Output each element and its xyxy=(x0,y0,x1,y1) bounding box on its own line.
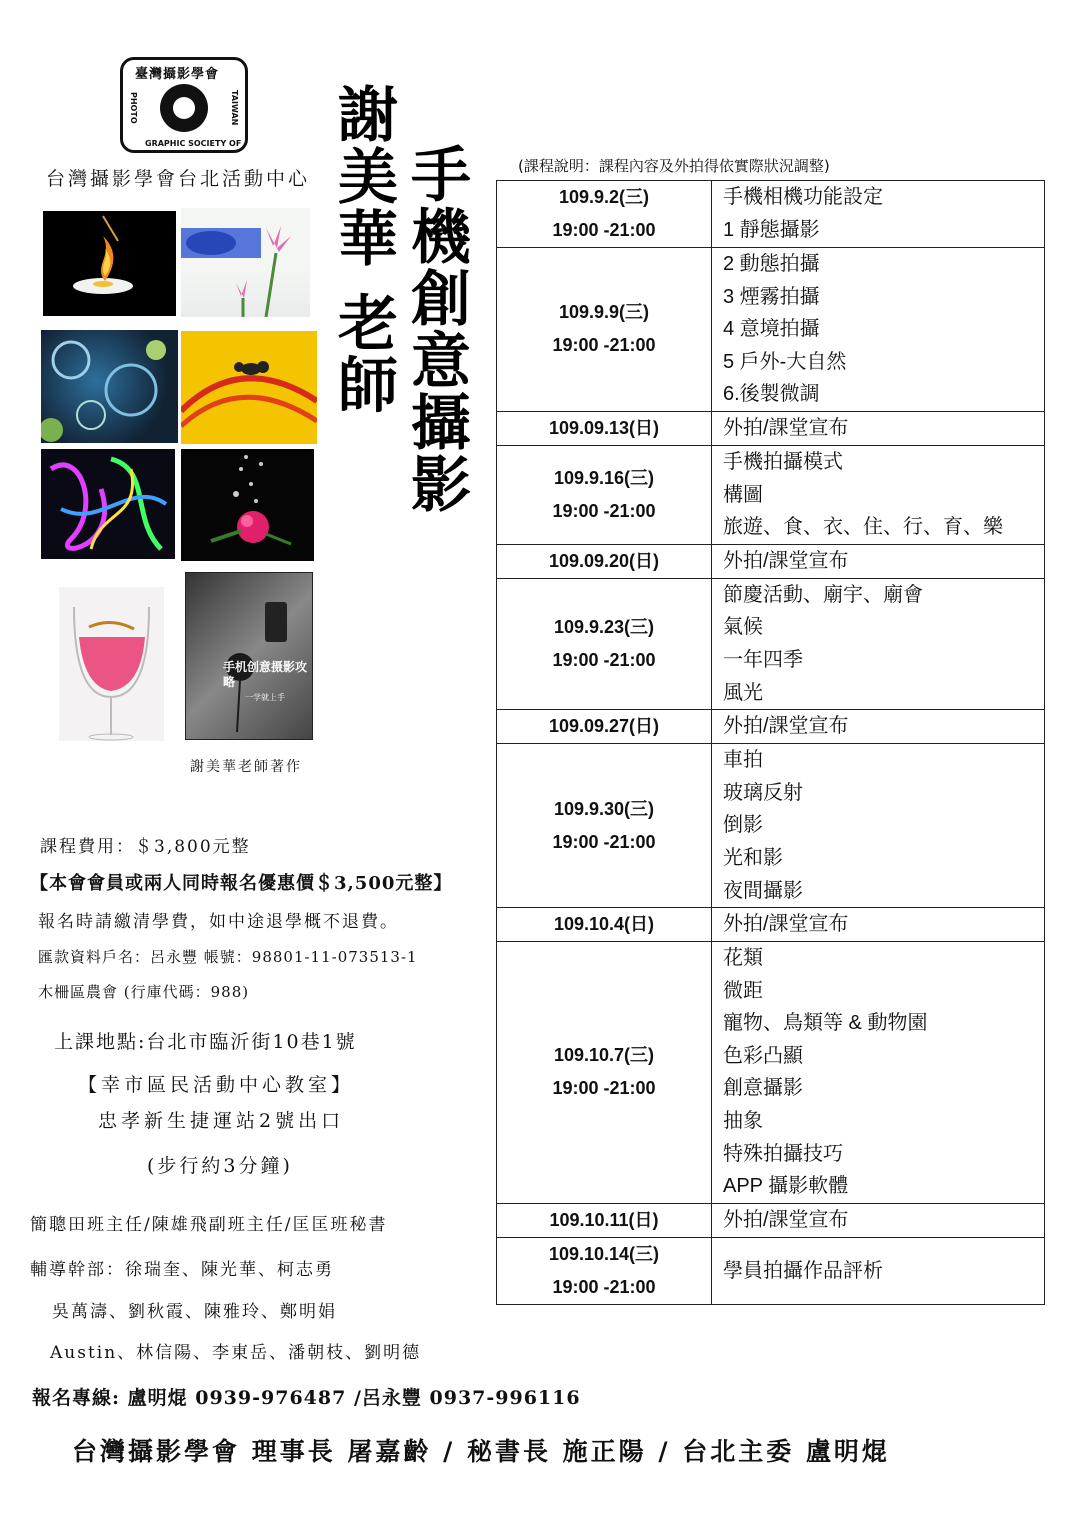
bank-account: 匯款資料戶名：呂永豐 帳號：98801-11-073513-1 xyxy=(38,948,418,966)
course-note: (課程說明：課程內容及外拍得依實際狀況調整) xyxy=(518,157,830,175)
schedule-date-cell xyxy=(497,1203,712,1237)
photo-light-painting xyxy=(41,449,175,559)
photo-flame-plate xyxy=(43,211,176,316)
schedule-table xyxy=(496,180,1045,1305)
schedule-topic: 光和影 xyxy=(723,846,783,869)
org-center-name: 台灣攝影學會台北活動中心 xyxy=(46,168,311,190)
schedule-time: 19:00 -21:00 xyxy=(552,500,656,521)
schedule-time: 19:00 -21:00 xyxy=(552,831,656,852)
logo-text-top: 臺灣攝影學會 xyxy=(135,67,220,82)
refund-policy: 報名時請繳清學費，如中途退學概不退費。 xyxy=(38,912,399,932)
schedule-topics-cell xyxy=(712,908,1045,942)
photo-flower-bubbles xyxy=(181,449,314,561)
bank-name: 木柵區農會 (行庫代碼：988) xyxy=(38,983,250,1001)
registration-hotline: 報名專線: 盧明焜 0939-976487 /呂永豐 0937-996116 xyxy=(32,1387,581,1409)
schedule-row xyxy=(497,248,1045,412)
schedule-topic: APP 攝影軟體 xyxy=(723,1175,849,1198)
schedule-date-cell xyxy=(497,248,712,412)
schedule-topic: 抽象 xyxy=(723,1110,763,1133)
schedule-date-cell xyxy=(497,908,712,942)
schedule-topic: 夜間攝影 xyxy=(723,879,803,902)
author-note: 謝美華老師著作 xyxy=(190,759,302,775)
schedule-topic: 外拍/課堂宣布 xyxy=(723,549,849,572)
schedule-topics-cell xyxy=(712,942,1045,1204)
schedule-row xyxy=(497,578,1045,709)
schedule-row xyxy=(497,942,1045,1204)
schedule-topics-cell xyxy=(712,411,1045,445)
advisors-line-3: Austin、林信陽、李東岳、潘朝枝、劉明德 xyxy=(50,1343,422,1363)
schedule-topic: 外拍/課堂宣布 xyxy=(723,913,849,936)
discount-note: 【本會會員或兩人同時報名優惠價＄3,500元整】 xyxy=(30,873,453,894)
course-fee: 課程費用：＄3,800元整 xyxy=(40,837,251,857)
schedule-topic: 旅遊、食、衣、住、行、育、樂 xyxy=(723,516,1003,539)
schedule-date: 109.9.9(三) xyxy=(558,302,650,323)
schedule-topic: 風光 xyxy=(723,681,763,704)
schedule-date: 109.9.30(三) xyxy=(553,798,655,819)
schedule-row xyxy=(497,181,1045,248)
schedule-topic: 色彩凸顯 xyxy=(723,1044,803,1067)
schedule-topic: 學員拍攝作品評析 xyxy=(723,1259,883,1282)
schedule-topic: 6.後製微調 xyxy=(723,383,820,406)
mrt-station: 忠孝新生捷運站2號出口 xyxy=(98,1110,345,1132)
schedule-topic: 倒影 xyxy=(723,814,763,837)
logo-text-bottom: GRAPHIC SOCIETY OF xyxy=(145,139,242,148)
schedule-time: 19:00 -21:00 xyxy=(552,1276,656,1297)
footer-officers: 台灣攝影學會 理事長 屠嘉齡 / 秘書長 施正陽 / 台北主委 盧明焜 xyxy=(72,1437,890,1466)
schedule-date: 109.10.14(三) xyxy=(548,1243,660,1264)
schedule-topic: 4 意境拍攝 xyxy=(723,318,820,341)
schedule-topic: 寵物、鳥類等 & 動物園 xyxy=(723,1012,928,1035)
advisors-line-2: 吳萬濤、劉秋霞、陳雅玲、鄭明娟 xyxy=(52,1302,337,1322)
schedule-topics-cell xyxy=(712,578,1045,709)
schedule-date-cell xyxy=(497,744,712,908)
schedule-date: 109.10.11(日) xyxy=(549,1209,659,1230)
schedule-date-cell xyxy=(497,544,712,578)
schedule-row xyxy=(497,1237,1045,1304)
walk-time: (步行約3分鐘) xyxy=(147,1155,293,1177)
schedule-topic: 微距 xyxy=(723,979,763,1002)
schedule-topic: 創意攝影 xyxy=(723,1077,803,1100)
schedule-row xyxy=(497,1203,1045,1237)
schedule-topics-cell xyxy=(712,744,1045,908)
schedule-topics-cell xyxy=(712,710,1045,744)
schedule-topic: 2 動態拍攝 xyxy=(723,253,820,275)
schedule-topic: 節慶活動、廟宇、廟會 xyxy=(723,583,923,606)
schedule-topics-cell xyxy=(712,248,1045,412)
schedule-date: 109.09.27(日) xyxy=(548,716,660,737)
schedule-row xyxy=(497,411,1045,445)
schedule-topic: 手機相機功能設定 xyxy=(723,186,883,209)
class-staff: 簡聰田班主任/陳雄飛副班主任/匡匡班秘書 xyxy=(30,1215,388,1235)
photo-book-cover xyxy=(185,572,313,740)
schedule-topic: 氣候 xyxy=(723,616,763,639)
schedule-row xyxy=(497,544,1045,578)
schedule-time: 19:00 -21:00 xyxy=(552,649,656,670)
schedule-date-cell xyxy=(497,445,712,544)
schedule-topics-cell xyxy=(712,181,1045,248)
schedule-date-cell xyxy=(497,411,712,445)
schedule-date-cell xyxy=(497,942,712,1204)
schedule-row xyxy=(497,908,1045,942)
schedule-date-cell xyxy=(497,181,712,248)
schedule-topic: 5 戶外-大自然 xyxy=(723,350,847,373)
schedule-topic: 車拍 xyxy=(723,749,763,772)
photo-abstract-bubbles xyxy=(41,330,178,443)
schedule-topic: 1 靜態攝影 xyxy=(723,219,820,241)
schedule-topics-cell xyxy=(712,1203,1045,1237)
logo-text-left: PHOTO xyxy=(129,92,138,124)
logo-emblem-icon xyxy=(160,84,208,132)
logo-text-right: TAIWAN xyxy=(230,90,239,126)
photo-water-lily xyxy=(181,208,310,317)
schedule-date: 109.09.20(日) xyxy=(548,550,660,571)
schedule-topic: 手機拍攝模式 xyxy=(723,450,843,473)
schedule-topic: 外拍/課堂宣布 xyxy=(723,1209,849,1232)
schedule-date: 109.10.7(三) xyxy=(553,1045,655,1066)
schedule-topic: 外拍/課堂宣布 xyxy=(723,417,849,440)
schedule-topic: 玻璃反射 xyxy=(723,781,803,804)
schedule-topic: 外拍/課堂宣布 xyxy=(723,715,849,738)
photo-wine-glass xyxy=(59,587,164,741)
schedule-topic: 花類 xyxy=(723,947,763,970)
schedule-date: 109.9.23(三) xyxy=(553,616,655,637)
photo-ant-on-leaf xyxy=(181,331,317,444)
schedule-row xyxy=(497,744,1045,908)
schedule-topics-cell xyxy=(712,1237,1045,1304)
book-title: 手机创意摄影攻略 xyxy=(223,660,308,689)
advisors-line-1: 輔導幹部：徐瑞奎、陳光華、柯志勇 xyxy=(30,1260,334,1280)
schedule-date: 109.10.4(日) xyxy=(553,914,655,935)
schedule-date: 109.9.16(三) xyxy=(553,467,655,488)
schedule-topic: 構圖 xyxy=(723,483,763,506)
society-logo xyxy=(120,57,248,153)
schedule-time: 19:00 -21:00 xyxy=(552,335,656,356)
class-location: 上課地點:台北市臨沂街10巷1號 xyxy=(54,1031,357,1053)
schedule-date-cell xyxy=(497,578,712,709)
teacher-title: 謝美華 老師 xyxy=(328,83,398,416)
schedule-date: 109.09.13(日) xyxy=(548,417,660,438)
schedule-row xyxy=(497,710,1045,744)
schedule-topics-cell xyxy=(712,445,1045,544)
class-room: 【幸市區民活動中心教室】 xyxy=(78,1074,355,1096)
schedule-topics-cell xyxy=(712,544,1045,578)
schedule-date-cell xyxy=(497,710,712,744)
schedule-time: 19:00 -21:00 xyxy=(552,1078,656,1099)
schedule-topic: 一年四季 xyxy=(723,648,803,671)
schedule-date-cell xyxy=(497,1237,712,1304)
book-subtitle: 一学就上手 xyxy=(245,693,285,702)
schedule-topic: 特殊拍攝技巧 xyxy=(723,1142,843,1165)
schedule-time: 19:00 -21:00 xyxy=(552,220,656,240)
course-title: 手機創意攝影 xyxy=(401,143,471,515)
schedule-date: 109.9.2(三) xyxy=(558,187,650,207)
schedule-topic: 3 煙霧拍攝 xyxy=(723,285,820,308)
schedule-row xyxy=(497,445,1045,544)
